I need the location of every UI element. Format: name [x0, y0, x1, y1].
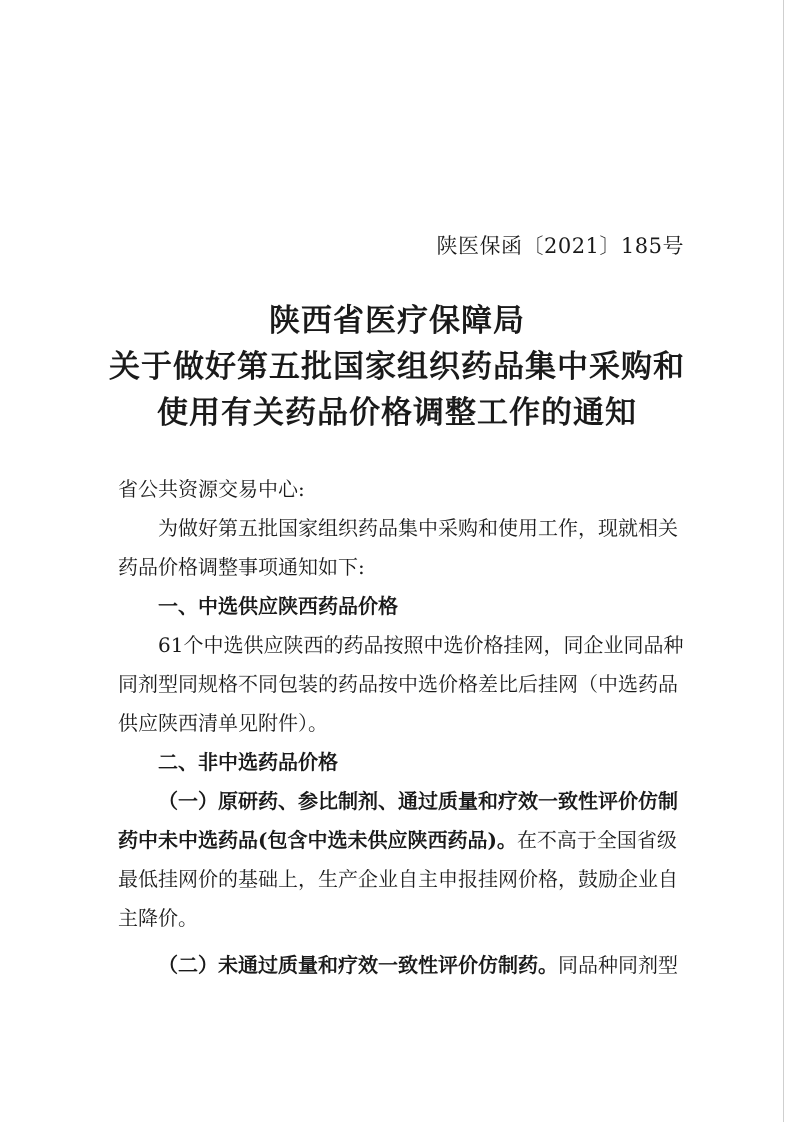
title-line-1: 陕西省医疗保障局	[269, 303, 525, 339]
title-line-3: 使用有关药品价格调整工作的通知	[157, 395, 637, 431]
section-1-line-3: 供应陕西清单见附件）。	[118, 711, 328, 735]
title-line-2: 关于做好第五批国家组织药品集中采购和	[109, 349, 685, 385]
addressee: 省公共资源交易中心:	[118, 477, 305, 501]
section-2-item-1-line-4: 主降价。	[118, 906, 198, 930]
section-1-line-1: 61个中选供应陕西的药品按照中选价格挂网，同企业同品种	[158, 633, 684, 657]
section-1-heading: 一、中选供应陕西药品价格	[158, 594, 398, 618]
intro-line-2: 药品价格调整事项通知如下:	[118, 555, 365, 579]
section-2-item-1-bold-part: 药中未中选药品(包含中选未供应陕西药品)。	[118, 828, 517, 852]
section-1-line-2: 同剂型同规格不同包装的药品按中选价格差比后挂网（中选药品	[118, 672, 678, 696]
document-number: 陕医保函〔2021〕185号	[436, 234, 684, 258]
section-2-item-1-line-1: （一）原研药、参比制剂、通过质量和疗效一致性评价仿制	[158, 789, 678, 813]
section-2-item-2-bold-part: （二）未通过质量和疗效一致性评价仿制药。	[158, 953, 558, 977]
section-2-item-1-line-2	[118, 821, 690, 860]
section-2-item-2-normal-part: 同品种同剂型	[558, 953, 678, 977]
section-2-item-1-line-3: 最低挂网价的基础上，生产企业自主申报挂网价格，鼓励企业自	[118, 867, 678, 891]
section-2-item-1-normal-part: 在不高于全国省级	[516, 828, 677, 852]
section-2-heading: 二、非中选药品价格	[158, 750, 338, 774]
document-body	[118, 470, 690, 985]
document-title	[0, 298, 794, 436]
scan-edge-line	[783, 0, 784, 1122]
section-2-item-2-line-1	[118, 946, 690, 985]
intro-line-1: 为做好第五批国家组织药品集中采购和使用工作，现就相关	[158, 516, 678, 540]
